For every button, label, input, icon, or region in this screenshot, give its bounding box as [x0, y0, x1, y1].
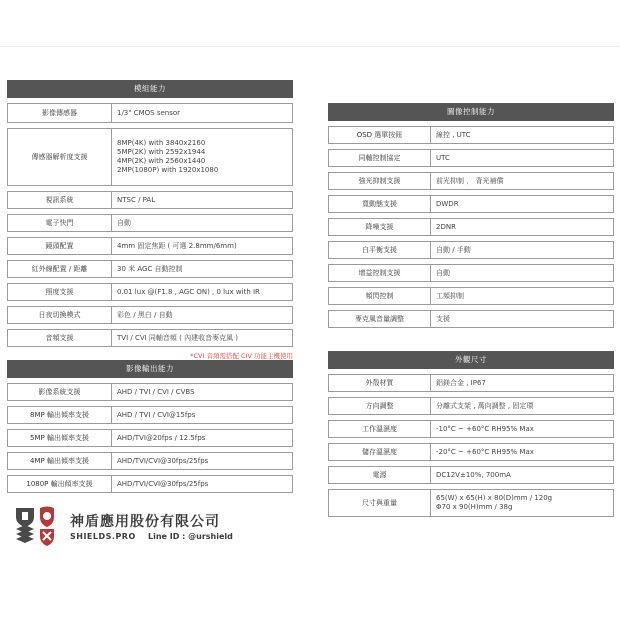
spec-label: 鏡頭配置	[8, 238, 112, 254]
spec-row	[7, 283, 293, 301]
spec-row	[7, 306, 293, 324]
spec-value: -20°C ~ +60°C RH95% Max	[436, 447, 534, 456]
spec-value: AHD / TVI / CVI@15fps	[117, 410, 196, 419]
spec-value: 2DNR	[436, 222, 456, 231]
spec-label: 1080P 輸出傾率支援	[8, 476, 112, 492]
exterior-panel	[328, 351, 614, 517]
spec-label: 傳感器解析度支援	[8, 129, 112, 185]
spec-label: 麥克風音量調整	[329, 311, 431, 327]
spec-value: 30 米 AGC 自動控制	[117, 264, 183, 273]
spec-label: 工作溫濕度	[329, 421, 431, 437]
spec-label: 日夜切換模式	[8, 307, 112, 323]
spec-row	[7, 237, 293, 255]
spec-value: 鋁鎂合金 , IP67	[436, 378, 486, 387]
spec-value: AHD/TVI/CVI@30fps/25fps	[117, 479, 209, 488]
spec-label: 4MP 輸出傾率支援	[8, 453, 112, 469]
spec-value: 彩色 / 黑白 / 自動	[117, 310, 173, 319]
spec-label: OSD 選單按鈕	[329, 127, 431, 143]
spec-value: 線控 , UTC	[436, 130, 471, 139]
spec-row	[7, 260, 293, 278]
spec-label: 降噪支援	[329, 219, 431, 235]
spec-row	[328, 126, 614, 144]
spec-row	[7, 329, 293, 347]
spec-value: AHD / TVI / CVI / CVBS	[117, 387, 195, 396]
spec-value: 2MP(1080P) with 1920x1080	[117, 166, 219, 174]
spec-value: DWDR	[436, 199, 459, 208]
spec-value: Φ70 x 90(H)mm / 38g	[436, 503, 513, 511]
spec-row	[328, 172, 614, 190]
spec-value: NTSC / PAL	[117, 195, 156, 204]
spec-row	[7, 191, 293, 209]
image-control-title: 圖像控制能力	[328, 103, 614, 121]
spec-row	[328, 420, 614, 438]
spec-row	[7, 475, 293, 493]
spec-label: 電子快門	[8, 215, 112, 231]
company-name: 神盾應用股份有限公司	[70, 514, 220, 530]
spec-label: 影像系統支援	[8, 384, 112, 400]
module-panel	[7, 80, 293, 360]
website: SHIELDS.PRO	[70, 532, 136, 541]
spec-label: 紅外線配置 / 距離	[8, 261, 112, 277]
spec-row	[328, 374, 614, 392]
spec-value: 自動 / 手動	[436, 245, 471, 254]
spec-row	[7, 452, 293, 470]
spec-value: 5MP(2K) with 2592x1944	[117, 148, 206, 156]
spec-label: 照度支援	[8, 284, 112, 300]
spec-row	[7, 383, 293, 401]
spec-value: 1/3" CMOS sensor	[117, 108, 181, 117]
spec-row	[328, 466, 614, 484]
spec-row	[328, 287, 614, 305]
spec-row	[7, 214, 293, 232]
spec-row	[7, 406, 293, 424]
spec-label: 增益控制支援	[329, 265, 431, 281]
spec-label: 外殼材質	[329, 375, 431, 391]
exterior-title: 外觀尺寸	[328, 351, 614, 369]
spec-value: 4MP(2K) with 2560x1440	[117, 157, 206, 165]
spec-value: -10°C ~ +60°C RH95% Max	[436, 424, 534, 433]
spec-label: 尺寸與重量	[329, 490, 431, 516]
spec-row	[328, 489, 614, 517]
spec-value: 自動	[117, 218, 131, 227]
shield-logo-icon	[14, 505, 66, 547]
spec-value: 前光抑制 ， 背光補償	[436, 176, 504, 185]
spec-label: 白平衡支援	[329, 242, 431, 258]
audio-note: *CVI 音頻需搭配 CIV 功能主機使用	[190, 352, 293, 360]
spec-value: TVI / CVI 同軸音頻 ( 內建收音麥克風 )	[117, 333, 239, 342]
spec-label: 寬動態支援	[329, 196, 431, 212]
output-title: 影像輸出能力	[7, 360, 293, 378]
spec-label: 音頻支援	[8, 330, 112, 346]
spec-row	[7, 128, 293, 186]
spec-row	[328, 264, 614, 282]
spec-row	[7, 429, 293, 447]
spec-row	[328, 310, 614, 328]
spec-row	[328, 218, 614, 236]
module-title: 模組能力	[7, 80, 293, 98]
spec-row	[328, 195, 614, 213]
spec-value: 自動	[436, 268, 450, 277]
spec-value: 支援	[436, 314, 450, 323]
spec-value: 8MP(4K) with 3840x2160	[117, 139, 206, 147]
output-panel	[7, 360, 293, 493]
top-divider	[0, 46, 620, 47]
spec-value: 65(W) x 65(H) x 80(D)mm / 120g	[436, 494, 553, 502]
spec-value: AHD/TVI/CVI@30fps/25fps	[117, 456, 209, 465]
spec-row	[328, 241, 614, 259]
spec-label: 影像傳感器	[8, 104, 112, 122]
spec-value: DC12V±10%, 700mA	[436, 470, 511, 479]
line-id: Line ID : @urshield	[148, 532, 233, 541]
spec-value: 0.01 lux @(F1.8 , AGC ON) , 0 lux with IR	[117, 287, 260, 296]
spec-value: 分離式支架 , 萬向調整 , 固定環	[436, 401, 534, 410]
spec-label: 同軸控制協定	[329, 150, 431, 166]
spec-row	[328, 397, 614, 415]
spec-row	[328, 149, 614, 167]
spec-row	[7, 103, 293, 123]
spec-label: 強光抑制支援	[329, 173, 431, 189]
image-control-panel	[328, 103, 614, 328]
spec-value: 工頻抑制	[436, 291, 464, 300]
spec-label: 儲存溫濕度	[329, 444, 431, 460]
spec-value: AHD/TVI@20fps / 12.5fps	[117, 433, 206, 442]
spec-label: 5MP 輸出傾率支援	[8, 430, 112, 446]
spec-value: 4mm 固定焦距 ( 可選 2.8mm/6mm)	[117, 241, 237, 250]
spec-value: UTC	[436, 153, 450, 162]
spec-label: 電源	[329, 467, 431, 483]
spec-label: 頻閃控制	[329, 288, 431, 304]
spec-row	[328, 443, 614, 461]
spec-label: 方向調整	[329, 398, 431, 414]
spec-label: 視訊系統	[8, 192, 112, 208]
spec-label: 8MP 輸出傾率支援	[8, 407, 112, 423]
